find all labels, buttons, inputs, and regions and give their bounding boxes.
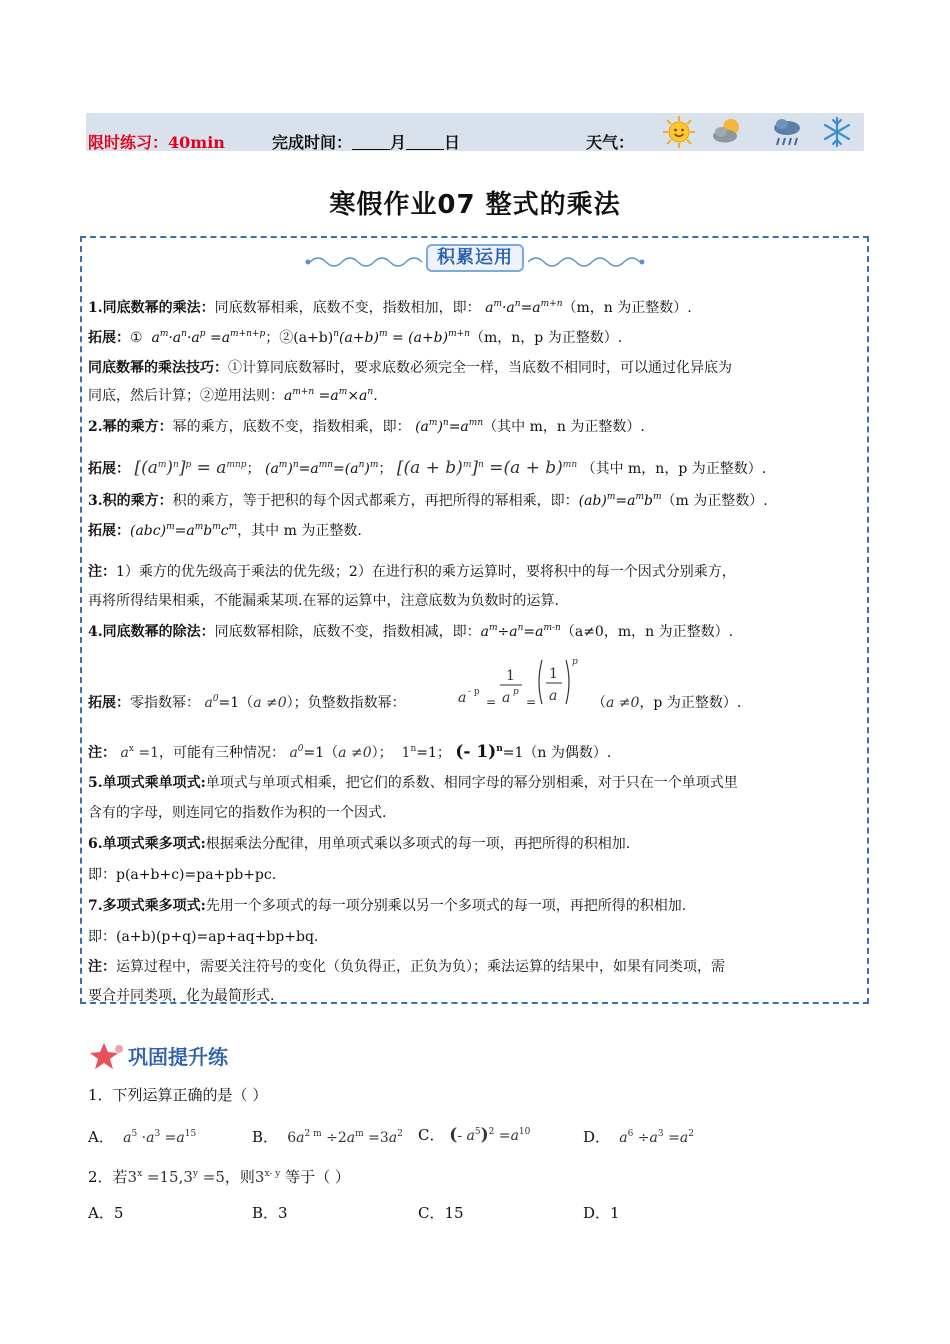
rule-4: 4.同底数幂的除法：同底数幂相除，底数不变，指数相减，即：$a^m\div a^n=a^{m-n}(a\ne 0$，m，n 为正整数）.: [88, 623, 734, 640]
svg-text:a: a: [502, 690, 511, 706]
q2-option-d[interactable]: D．1: [583, 1204, 620, 1222]
q1-option-b[interactable]: B． $6a^{2 m} \div 2a^m =3a^2$: [252, 1128, 403, 1146]
formula: 3$^{x- y}$: [254, 1168, 281, 1186]
note-1: 注：1）乘方的优先级高于乘法的优先级；2）在进行积的乘方运算时，要将积中的每一个因式分别乘方，: [88, 564, 736, 580]
formula: $a^x =1$: [120, 744, 159, 761]
rule-2: 2.幂的乘方：幂的乘方，底数不变，指数相乘，即： $(a^m)^n=a^{mn}$（其中 m，n 为正整数）.: [88, 418, 645, 435]
extension-3: 拓展：$(abc)^m=a^mb^mc^m$，其中 m 为正整数.: [88, 522, 362, 539]
formula: $[(a + b)^m]^n =(a + b)^{mn}$: [396, 458, 578, 478]
tip-1-cont: 同底，然后计算；②逆用法则：$a^{m+n} =a^m\times a^n$.: [88, 387, 378, 404]
formula: 1$^n$: [401, 744, 417, 761]
practice-section-header: 巩固提升练: [88, 1041, 288, 1071]
weather-label: 天气：: [586, 133, 635, 152]
finish-time: 完成时间： 月 日: [272, 133, 461, 152]
q1-option-d[interactable]: D． $a^6 \div a^3 =a^2$: [583, 1128, 694, 1146]
note-3-cont: 要合并同类项，化为最简形式.: [88, 988, 275, 1004]
svg-text:a: a: [549, 688, 558, 704]
extension-4-cont: （a ≠0，p 为正整数）.: [592, 695, 742, 711]
question-2: 2．若$3^x =15,3^y =5$，则3$^{x- y}$ 等于（ ）: [88, 1168, 350, 1186]
svg-text:=: =: [526, 695, 537, 709]
formula: $a^6 \div a^3 =a^2$: [619, 1129, 694, 1146]
rule-7: 7.多项式乘多项式:先用一个多项式的每一项分别乘以另一个多项式的每一项，再把所得的积相加.: [88, 898, 687, 914]
negative-exponent-formula: [456, 652, 596, 714]
time-limit: 限时练习：40min: [88, 133, 225, 152]
svg-text:p: p: [513, 687, 519, 697]
extension-4: 拓展：零指数幂： $a^0=1(a \ne 0)$；负整数指数幂：: [88, 694, 406, 711]
formula: $(ab)^m=a^mb^m$: [578, 492, 662, 509]
notes-box: [80, 236, 869, 1004]
formula: $(a^m)^n=a^{mn}=(a^n)^m$: [264, 460, 379, 477]
rule-3: 3.积的乘方：积的乘方，等于把积的每个因式都乘方，再把所得的幂相乘，即：$(ab)^m=a^mb^m(m$ 为正整数）.: [88, 492, 768, 509]
formula: $3^x =15,3^y =5$: [127, 1168, 225, 1186]
svg-text:=: =: [486, 695, 497, 709]
svg-text:1: 1: [549, 666, 558, 682]
formula: $a^5 \cdot a^3 =a^{15}$: [123, 1129, 197, 1146]
svg-text:- p: - p: [468, 687, 480, 697]
question-1: 1．下列运算正确的是（ ）: [88, 1086, 268, 1104]
q2-option-c[interactable]: C．15: [418, 1204, 464, 1222]
q2-option-b[interactable]: B．3: [252, 1204, 288, 1222]
note-3: 注：运算过程中，需要关注符号的变化（负负得正，正负为负）；乘法运算的结果中，如果有同类项，需: [88, 959, 725, 975]
note-1-cont: 再将所得结果相乘，不能漏乘某项.在幂的运算中，注意底数为负数时的运算.: [88, 593, 559, 609]
formula: $a^m\div a^n=a^{m-n}$: [480, 623, 561, 640]
svg-text:a: a: [458, 690, 467, 706]
formula: $6a^{2 m} \div 2a^m =3a^2$: [282, 1129, 403, 1146]
rule-1: 1.同底数幂的乘法：同底数幂相乘，底数不变，指数相加，即： $a^m\cdot a^n=a^{m+n}(m$，n 为正整数）.: [88, 299, 692, 316]
section-banner: [300, 240, 650, 276]
page-title: 寒假作业07 整式的乘法: [329, 190, 621, 220]
q2-option-a[interactable]: A．5: [88, 1204, 124, 1222]
formula: $(a^m)^n=a^{mn}$: [415, 418, 484, 435]
formula: $a^0$: [204, 694, 219, 711]
formula: $a^m\cdot a^n=a^{m+n}$: [485, 299, 563, 316]
q1-option-a[interactable]: A． $a^5 \cdot a^3 =a^{15}$: [88, 1128, 197, 1146]
formula: $a^{m+n} =a^m\times a^n$.: [284, 387, 378, 404]
rule-7-example: 即：(a+b)(p+q)=ap+aq+bp+bq.: [88, 929, 319, 945]
extension-2: 拓展： $[(a^m)^n]^p = a^{mnp}$； $(a^m)^n=a^{mn}=(a^n)^m$； $[(a + b)^m]^n =(a + b)^{mn}$ （其中 m，n，p 为正整数）.: [88, 458, 767, 478]
extension-1: 拓展：① $a^m\cdot a^n\cdot a^p =a^{m+n+p}$；$②(a+b)^n(a+b)^m = (a+b)^{m+n}(m$，n，p 为正整数）.: [88, 329, 623, 346]
header-strip: [86, 113, 864, 151]
sun-icon[interactable]: [662, 115, 696, 149]
formula: $[(a^m)^n]^p = a^{mnp}$: [134, 458, 247, 478]
day-blank: [406, 135, 444, 150]
formula: (- $a^5)^2 =a^{10}$: [449, 1125, 531, 1145]
partly-cloudy-icon[interactable]: [710, 115, 744, 149]
formula: $^n(a+b)^m = (a+b)^{m+n}$: [333, 329, 470, 346]
rule-6: 6.单项式乘多项式:根据乘法分配律，用单项式乘以多项式的每一项，再把所得的积相加.: [88, 836, 631, 852]
rule-5: 5.单项式乘单项式:单项式与单项式相乘，把它们的系数、相同字母的幂分别相乘，对于只在一个单项式里: [88, 775, 738, 791]
tip-1: 同底数幂的乘法技巧：①计算同底数幂时，要求底数必须完全一样，当底数不相同时，可以通过化异底为: [88, 360, 732, 376]
formula: $a^m\cdot a^n\cdot a^p =a^{m+n+p}$: [147, 329, 266, 346]
formula: $(abc)^m=a^mb^mc^m$: [130, 522, 238, 539]
month-blank: [352, 135, 390, 150]
svg-text:p: p: [572, 657, 578, 667]
formula: $a^0$: [289, 744, 304, 761]
formula: (- 1)$^n$: [455, 742, 503, 762]
note-2: 注： $a^x =1$，可能有三种情况： $a^0=1(a \ne 0)$； $1^n=1$； (- 1)$^n$=1（n 为偶数）.: [88, 742, 612, 762]
snowflake-icon[interactable]: [820, 115, 854, 149]
rule-6-example: 即：p(a+b+c)=pa+pb+pc.: [88, 867, 277, 883]
star-icon: [90, 1041, 126, 1071]
svg-text:1: 1: [506, 668, 515, 684]
rain-icon[interactable]: [770, 115, 804, 149]
rule-5-cont: 含有的字母，则连同它的指数作为积的一个因式.: [88, 805, 387, 821]
q1-option-c[interactable]: C． (- $a^5)^2 =a^{10}$: [418, 1125, 531, 1145]
banner-label: 积累运用: [426, 244, 524, 272]
